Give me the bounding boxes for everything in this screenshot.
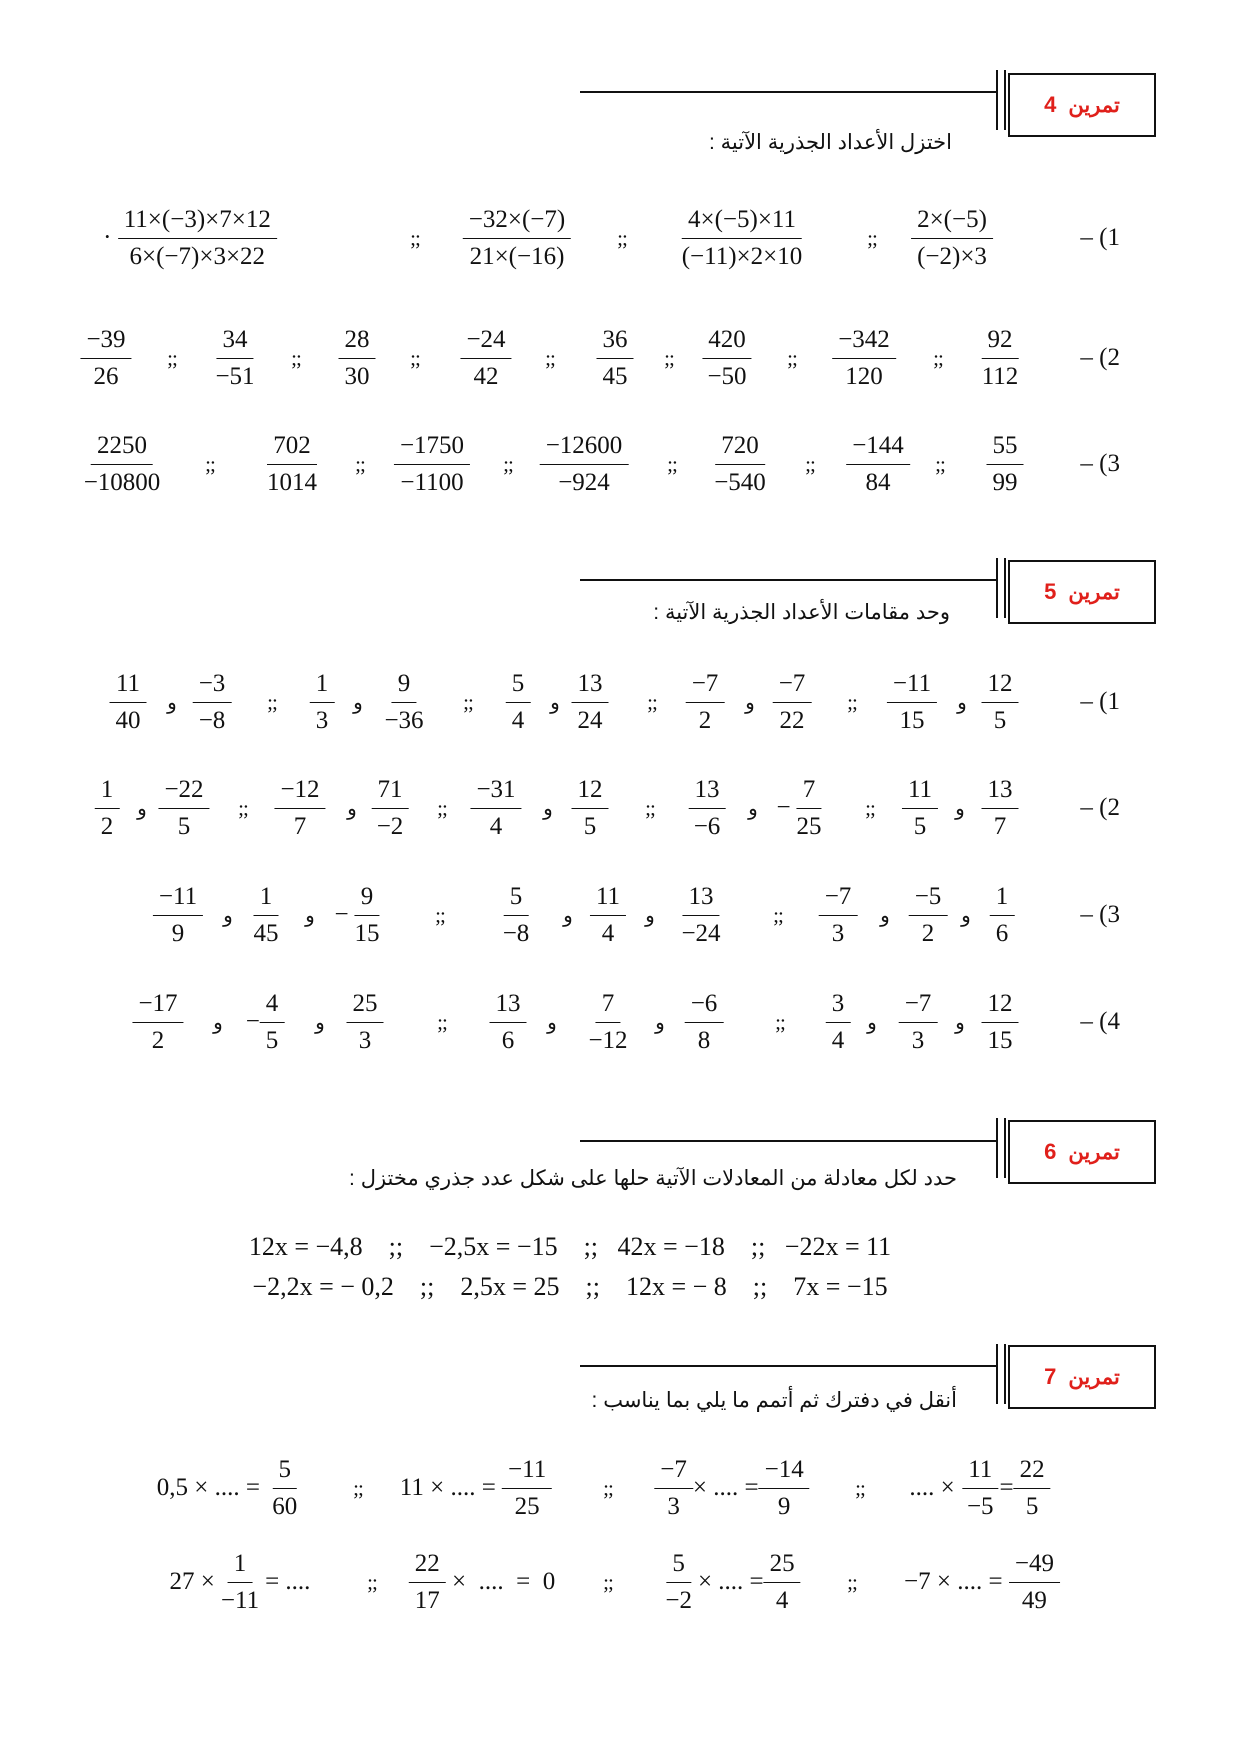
ex4-r2-fraction: 36 45 xyxy=(597,318,634,398)
ex6-badge xyxy=(1008,1120,1156,1184)
separator: ;; xyxy=(847,1569,857,1594)
ex5-fraction: −12 7 xyxy=(274,768,325,848)
ex5-rule xyxy=(580,579,998,581)
ex4-r3-fraction: −12600 −924 xyxy=(540,424,629,504)
ex5-fraction: 1 2 xyxy=(95,768,120,848)
ex4-r2-fraction: 92 112 xyxy=(976,318,1025,398)
ex5-fraction: 12 5 xyxy=(572,768,609,848)
separator: ;; xyxy=(463,689,473,714)
separator: ;; xyxy=(410,225,420,250)
separator: ;; xyxy=(667,451,677,476)
ex7-badge xyxy=(1008,1345,1156,1409)
ex4-rule-tick xyxy=(996,70,998,130)
ex4-rule xyxy=(580,91,998,93)
ex4-r3-label: 3) – xyxy=(1080,450,1120,477)
separator: ;; xyxy=(410,345,420,370)
ex4-r3-fraction: 720 −540 xyxy=(708,424,772,504)
and-word: و xyxy=(955,797,965,820)
separator: ;; xyxy=(617,225,627,250)
ex5-fraction: 13 −6 xyxy=(688,768,727,848)
ex5-row1 xyxy=(60,662,1120,742)
ex5-fraction: 9 −36 xyxy=(378,662,429,742)
and-word: و xyxy=(645,904,655,927)
ex5-fraction: 11 40 xyxy=(110,662,147,742)
ex4-number: 4 xyxy=(1044,92,1057,117)
ex5-fraction: −6 8 xyxy=(685,982,724,1062)
ex5-fraction: 5 −8 xyxy=(497,875,536,955)
separator: ;; xyxy=(865,795,875,820)
ex7-number: 7 xyxy=(1044,1364,1057,1389)
ex4-r1-fraction-4: 2×(−5) (−2)×3 xyxy=(911,198,993,278)
ex7-r2-item-d: −7 × .... = $\frac{-49}{49}$ xyxy=(904,1542,1060,1622)
ex7-rule-tick xyxy=(996,1344,998,1404)
ex5-fraction: − $\frac{7}{25}$ xyxy=(776,768,827,848)
ex4-r3-fraction: 2250 −10800 xyxy=(78,424,167,504)
and-word: و xyxy=(550,691,560,714)
and-word: و xyxy=(955,1011,965,1034)
ex4-r2-fraction: 34 −51 xyxy=(209,318,260,398)
ex5-fraction: −7 2 xyxy=(686,662,725,742)
ex5-fraction: − $\frac{9}{15}$ xyxy=(334,875,385,955)
separator: ;; xyxy=(935,451,945,476)
and-word: و xyxy=(543,797,553,820)
ex4-r1-label: 1) – xyxy=(1080,224,1120,251)
separator: ;; xyxy=(775,1009,785,1034)
ex5-fraction: − $\frac{4}{5}$ xyxy=(246,982,285,1062)
ex5-row4 xyxy=(60,982,1120,1062)
ex4-instruction: اختزل الأعداد الجذرية الآتية : xyxy=(708,131,952,154)
ex5-fraction: 13 24 xyxy=(572,662,609,742)
ex5-row2 xyxy=(60,768,1120,848)
ex4-r1-fraction-1: · 11×(−3)×7×12 6×(−7)×3×22 xyxy=(103,198,277,278)
separator: ;; xyxy=(353,1475,363,1500)
separator: ;; xyxy=(437,1009,447,1034)
ex7-r1-item-c: $\frac{-7}{3}$ × .... = $\frac{-14}{9}$ xyxy=(654,1448,809,1528)
and-word: و xyxy=(137,797,147,820)
and-word: و xyxy=(880,904,890,927)
ex7-rule xyxy=(580,1365,998,1367)
ex5-instruction: وحد مقامات الأعداد الجذرية الآتية : xyxy=(653,601,950,624)
separator: ;; xyxy=(847,689,857,714)
ex4-r2-label: 2) – xyxy=(1080,344,1120,371)
ex5-r1-label: 1) – xyxy=(1080,688,1120,715)
ex5-fraction: 7 −12 xyxy=(582,982,633,1062)
ex4-r3-fraction: −1750 −1100 xyxy=(394,424,470,504)
ex6-rule-tick2 xyxy=(1004,1118,1006,1178)
ex7-r1-item-b: 11 × .... = $\frac{-11}{25}$ xyxy=(400,1448,552,1528)
ex4-r2-fraction: −24 42 xyxy=(460,318,511,398)
separator: ;; xyxy=(367,1569,377,1594)
ex5-fraction: 5 4 xyxy=(506,662,531,742)
ex5-fraction: 13 6 xyxy=(490,982,527,1062)
and-word: و xyxy=(563,904,573,927)
ex5-fraction: −31 4 xyxy=(470,768,521,848)
ex4-r1-fraction-3: 4×(−5)×11 (−11)×2×10 xyxy=(676,198,809,278)
ex5-fraction: 1 3 xyxy=(310,662,335,742)
and-word: و xyxy=(957,691,967,714)
and-word: و xyxy=(213,1011,223,1034)
ex7-rule-tick2 xyxy=(1004,1344,1006,1404)
and-word: و xyxy=(745,691,755,714)
separator: ;; xyxy=(437,795,447,820)
and-word: و xyxy=(748,797,758,820)
ex4-row3 xyxy=(60,424,1120,504)
separator: ;; xyxy=(603,1475,613,1500)
ex4-r1-fraction-2: −32×(−7) 21×(−16) xyxy=(463,198,571,278)
ex5-fraction: −17 2 xyxy=(132,982,183,1062)
ex7-r2-item-a: 27 × $\frac{1}{-11}$ = .... xyxy=(170,1542,311,1622)
ex4-r2-fraction: −342 120 xyxy=(832,318,896,398)
ex5-fraction: −22 5 xyxy=(158,768,209,848)
ex5-label: تمرين xyxy=(1068,580,1120,604)
separator: ;; xyxy=(545,345,555,370)
ex5-fraction: 11 5 xyxy=(902,768,938,848)
ex5-badge xyxy=(1008,560,1156,624)
ex4-row1 xyxy=(60,198,1120,278)
and-word: و xyxy=(867,1011,877,1034)
separator: ;; xyxy=(645,795,655,820)
and-word: و xyxy=(961,904,971,927)
separator: ;; xyxy=(773,902,783,927)
ex5-fraction: −7 22 xyxy=(773,662,812,742)
ex5-fraction: −11 15 xyxy=(887,662,937,742)
ex6-rule xyxy=(580,1140,998,1142)
ex7-row1 xyxy=(60,1448,1120,1528)
ex7-r1-item-a: 0,5 × .... = $\frac{5}{60}$ xyxy=(157,1448,303,1528)
separator: ;; xyxy=(238,795,248,820)
ex5-fraction: 3 4 xyxy=(826,982,851,1062)
ex7-r1-item-d: .... × $\frac{11}{-5}$ = $\frac{22}{5}$ xyxy=(909,1448,1050,1528)
and-word: و xyxy=(315,1011,325,1034)
separator: ;; xyxy=(855,1475,865,1500)
separator: ;; xyxy=(603,1569,613,1594)
ex5-fraction: 71 −2 xyxy=(371,768,410,848)
separator: ;; xyxy=(205,451,215,476)
ex5-rule-tick xyxy=(996,558,998,618)
ex4-r2-fraction: −39 26 xyxy=(80,318,131,398)
separator: ;; xyxy=(355,451,365,476)
ex5-r3-label: 3) – xyxy=(1080,901,1120,928)
ex4-r3-fraction: 702 1014 xyxy=(261,424,323,504)
ex5-rule-tick2 xyxy=(1004,558,1006,618)
separator: ;; xyxy=(787,345,797,370)
ex4-label: تمرين xyxy=(1068,93,1120,117)
ex4-r2-fraction: 420 −50 xyxy=(701,318,752,398)
ex6-number: 6 xyxy=(1044,1139,1057,1164)
ex7-instruction: أنقل في دفترك ثم أتمم ما يلي بما يناسب : xyxy=(591,1389,957,1412)
ex5-fraction: 25 3 xyxy=(347,982,384,1062)
ex5-fraction: −5 2 xyxy=(909,875,948,955)
ex5-fraction: −7 3 xyxy=(899,982,938,1062)
separator: ;; xyxy=(167,345,177,370)
ex4-row2 xyxy=(60,318,1120,398)
ex5-fraction: −3 −8 xyxy=(193,662,232,742)
ex7-row2 xyxy=(60,1542,1120,1622)
ex5-fraction: −7 3 xyxy=(819,875,858,955)
ex4-r3-fraction: 55 99 xyxy=(987,424,1024,504)
separator: ;; xyxy=(867,225,877,250)
and-word: و xyxy=(223,904,233,927)
ex5-fraction: −11 9 xyxy=(153,875,203,955)
separator: ;; xyxy=(805,451,815,476)
ex6-equations-line-2: −2,2x = − 0,2 ;; 2,5x = 25 ;; 12x = − 8 ;; 7x = −15 xyxy=(252,1272,888,1301)
ex5-fraction: 12 5 xyxy=(982,662,1019,742)
and-word: و xyxy=(547,1011,557,1034)
ex5-fraction: 11 4 xyxy=(590,875,626,955)
ex5-fraction: 13 7 xyxy=(982,768,1019,848)
ex5-number: 5 xyxy=(1044,579,1057,604)
ex5-r4-label: 4) – xyxy=(1080,1008,1120,1035)
ex4-r2-fraction: 28 30 xyxy=(339,318,376,398)
ex5-fraction: 1 45 xyxy=(248,875,285,955)
ex5-r2-label: 2) – xyxy=(1080,794,1120,821)
ex5-fraction: 12 15 xyxy=(982,982,1019,1062)
and-word: و xyxy=(305,904,315,927)
and-word: و xyxy=(347,797,357,820)
ex4-rule-tick2 xyxy=(1004,70,1006,130)
separator: ;; xyxy=(647,689,657,714)
separator: ;; xyxy=(933,345,943,370)
ex6-label: تمرين xyxy=(1068,1140,1120,1164)
ex7-label: تمرين xyxy=(1068,1365,1120,1389)
ex4-badge xyxy=(1008,73,1156,137)
ex5-row3 xyxy=(60,875,1120,955)
and-word: و xyxy=(353,691,363,714)
separator: ;; xyxy=(664,345,674,370)
ex6-rule-tick xyxy=(996,1118,998,1178)
separator: ;; xyxy=(267,689,277,714)
and-word: و xyxy=(655,1011,665,1034)
ex6-instruction: حدد لكل معادلة من المعادلات الآتية حلها على شكل عدد جذري مختزل : xyxy=(349,1167,957,1190)
separator: ;; xyxy=(291,345,301,370)
ex5-fraction: 1 6 xyxy=(990,875,1015,955)
separator: ;; xyxy=(503,451,513,476)
ex4-r3-fraction: −144 84 xyxy=(846,424,910,504)
separator: ;; xyxy=(435,902,445,927)
ex5-fraction: 13 −24 xyxy=(675,875,726,955)
ex7-r2-item-b: $\frac{22}{17}$ × .... = 0 xyxy=(409,1542,555,1622)
ex7-r2-item-c: $\frac{5}{-2}$ × .... = $\frac{25}{4}$ xyxy=(659,1542,800,1622)
and-word: و xyxy=(167,691,177,714)
ex6-equations-line-1: 12x = −4,8 ;; −2,5x = −15 ;; 42x = −18 ;; −22x = 11 xyxy=(248,1232,892,1261)
